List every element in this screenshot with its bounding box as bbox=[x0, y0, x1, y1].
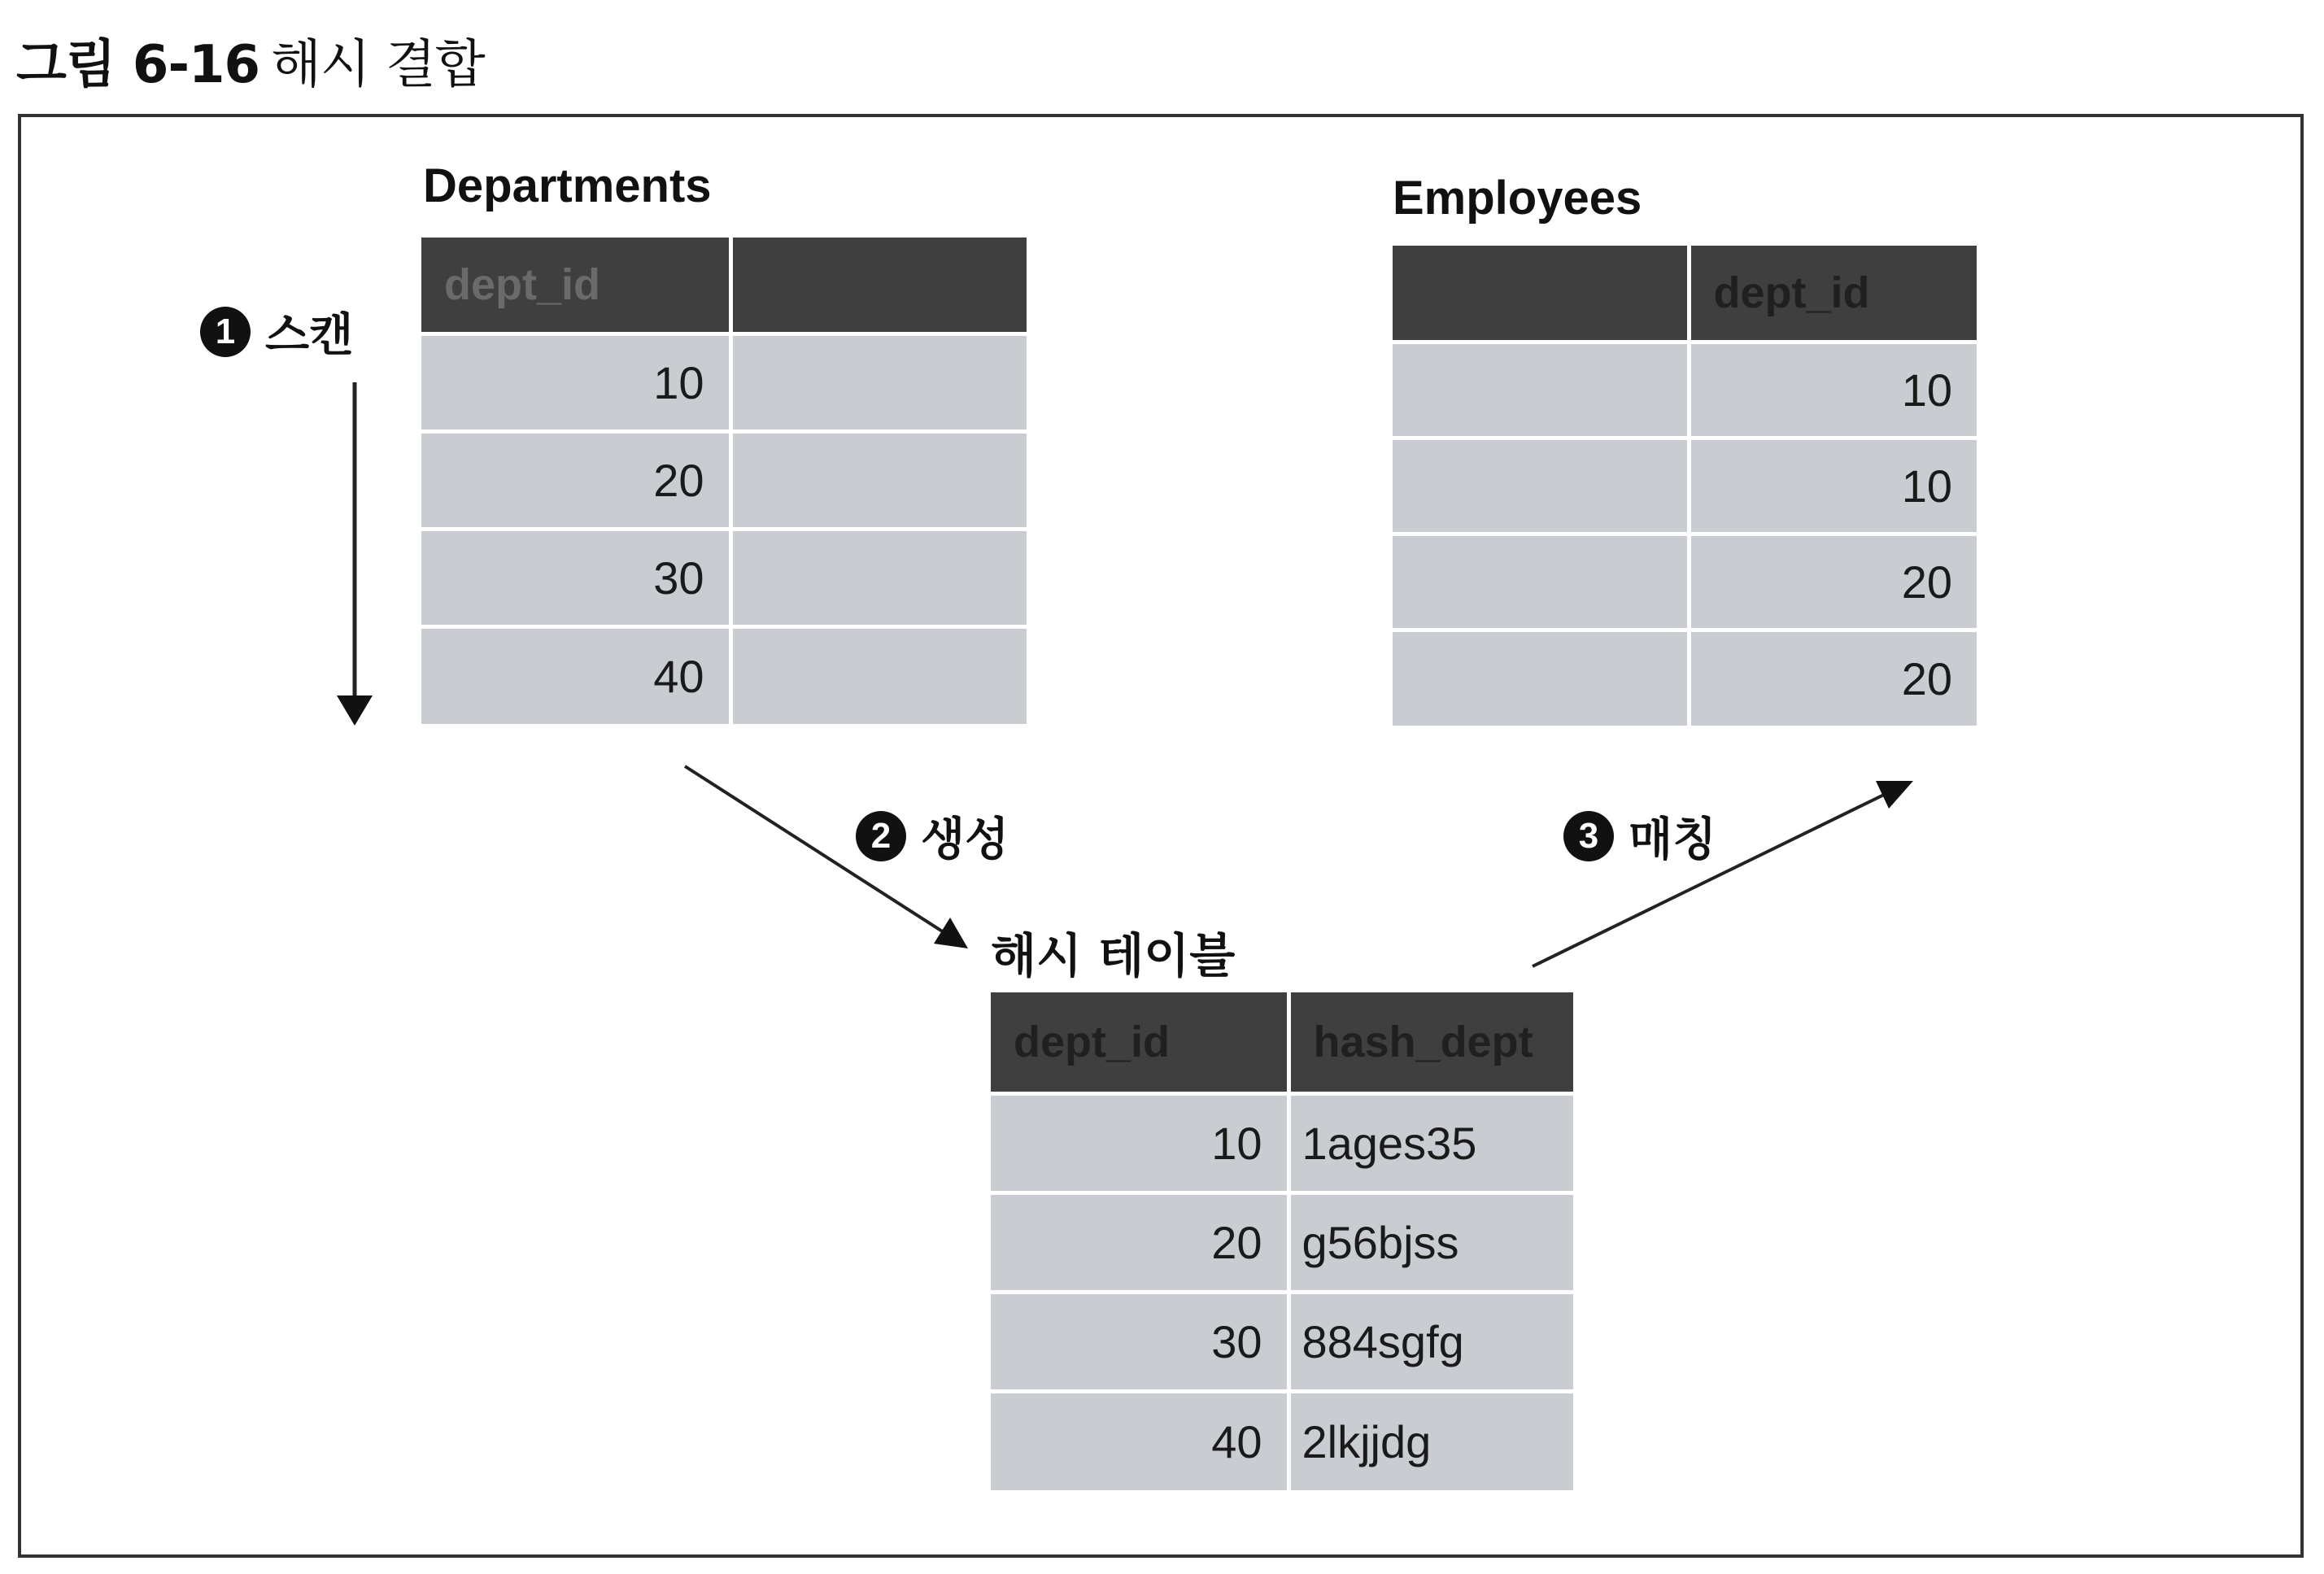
step-1-badge: 1 bbox=[200, 307, 251, 357]
hash-table-cell: g56bjss bbox=[1288, 1192, 1573, 1292]
employees-cell: 20 bbox=[1689, 534, 1977, 630]
departments-cell: 30 bbox=[421, 529, 730, 626]
step-2-label: 생성 bbox=[921, 813, 1009, 866]
hash-table-cell: 10 bbox=[991, 1093, 1288, 1192]
figure-title: 해시 결합 bbox=[271, 35, 485, 95]
departments-cell: 20 bbox=[421, 431, 730, 529]
hash-table-cell: 2lkjjdg bbox=[1288, 1391, 1573, 1490]
hash-table-header-hash-dept: hash_dept bbox=[1288, 992, 1573, 1093]
hash-table-cell: 20 bbox=[991, 1192, 1288, 1292]
employees-header-dept-id: dept_id bbox=[1689, 246, 1977, 342]
step-3-badge: 3 bbox=[1563, 811, 1614, 861]
step-3-label: 매칭 bbox=[1629, 813, 1717, 866]
departments-title: Departments bbox=[423, 159, 712, 212]
employees-title: Employees bbox=[1393, 172, 1642, 225]
hash-table-header-dept-id: dept_id bbox=[991, 992, 1288, 1093]
employees-cell: 20 bbox=[1689, 630, 1977, 726]
employees-cell: 10 bbox=[1689, 342, 1977, 438]
departments-cell: 40 bbox=[421, 626, 730, 724]
employees-cell: 10 bbox=[1689, 438, 1977, 534]
build-arrow bbox=[685, 766, 968, 948]
departments-cell: 10 bbox=[421, 334, 730, 431]
departments-header-dept-id: dept_id bbox=[421, 238, 730, 334]
hash-table-cell: 884sgfg bbox=[1288, 1292, 1573, 1391]
scan-arrow bbox=[337, 382, 373, 726]
figure-number: 그림 6-16 bbox=[16, 35, 260, 95]
step-2-badge: 2 bbox=[856, 811, 906, 861]
match-arrow bbox=[1533, 781, 1913, 966]
hash-table-cell: 40 bbox=[991, 1391, 1288, 1490]
hash-table-title: 해시 테이블 bbox=[991, 928, 1236, 983]
step-1-label: 스캔 bbox=[265, 309, 354, 362]
hash-table-cell: 30 bbox=[991, 1292, 1288, 1391]
hash-table-cell: 1ages35 bbox=[1288, 1093, 1573, 1192]
